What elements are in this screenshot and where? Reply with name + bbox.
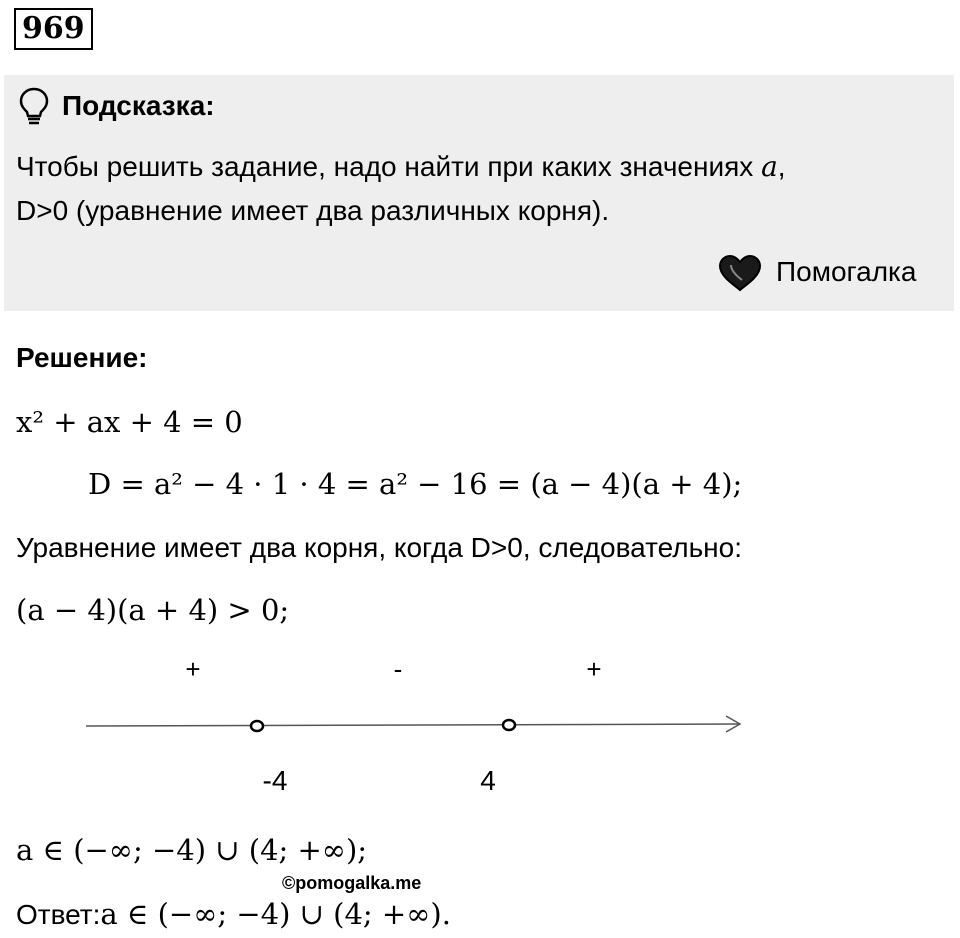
sign-left: + (185, 654, 201, 684)
lightbulb-icon (18, 87, 50, 127)
hint-text-start: Чтобы решить задание, надо найти при каких значениях (16, 151, 762, 182)
tick-label-minus-4: -4 (262, 765, 288, 796)
axis-line (86, 724, 740, 726)
equation-1: x² + ax + 4 = 0 (16, 405, 243, 439)
equation-discriminant: D = a² − 4 · 1 · 4 = a² − 16 = (a − 4)(a + 4); (88, 467, 743, 501)
hint-text (16, 145, 946, 233)
inequality: (a − 4)(a + 4) > 0; (16, 593, 290, 627)
answer-line (16, 894, 451, 935)
watermark: ©pomogalka.me (282, 873, 422, 893)
hint-title: Подсказка: (62, 90, 215, 121)
sign-right: + (586, 654, 602, 684)
solution-title: Решение: (16, 342, 148, 373)
tick-label-4: 4 (480, 765, 496, 796)
hint-variable: a (761, 150, 778, 183)
brand-label: Помогалка (776, 256, 917, 287)
number-line (0, 640, 960, 810)
answer-label: Ответ: (16, 899, 101, 930)
solution-text-1: Уравнение имеет два корня, когда D>0, следовательно: (16, 532, 742, 563)
answer-value: a ∈ (−∞; −4) ∪ (4; +∞). (100, 897, 451, 931)
hint-box (4, 75, 954, 311)
problem-number: 969 (14, 8, 93, 50)
point-minus-4 (251, 721, 263, 731)
heart-icon (716, 253, 764, 293)
hint-text-line2: D>0 (уравнение имеет два различных корня). (16, 195, 610, 226)
point-4 (503, 720, 515, 730)
sign-middle: - (393, 654, 403, 684)
hint-text-comma: , (777, 151, 786, 182)
interval-result: a ∈ (−∞; −4) ∪ (4; +∞); (16, 833, 368, 867)
